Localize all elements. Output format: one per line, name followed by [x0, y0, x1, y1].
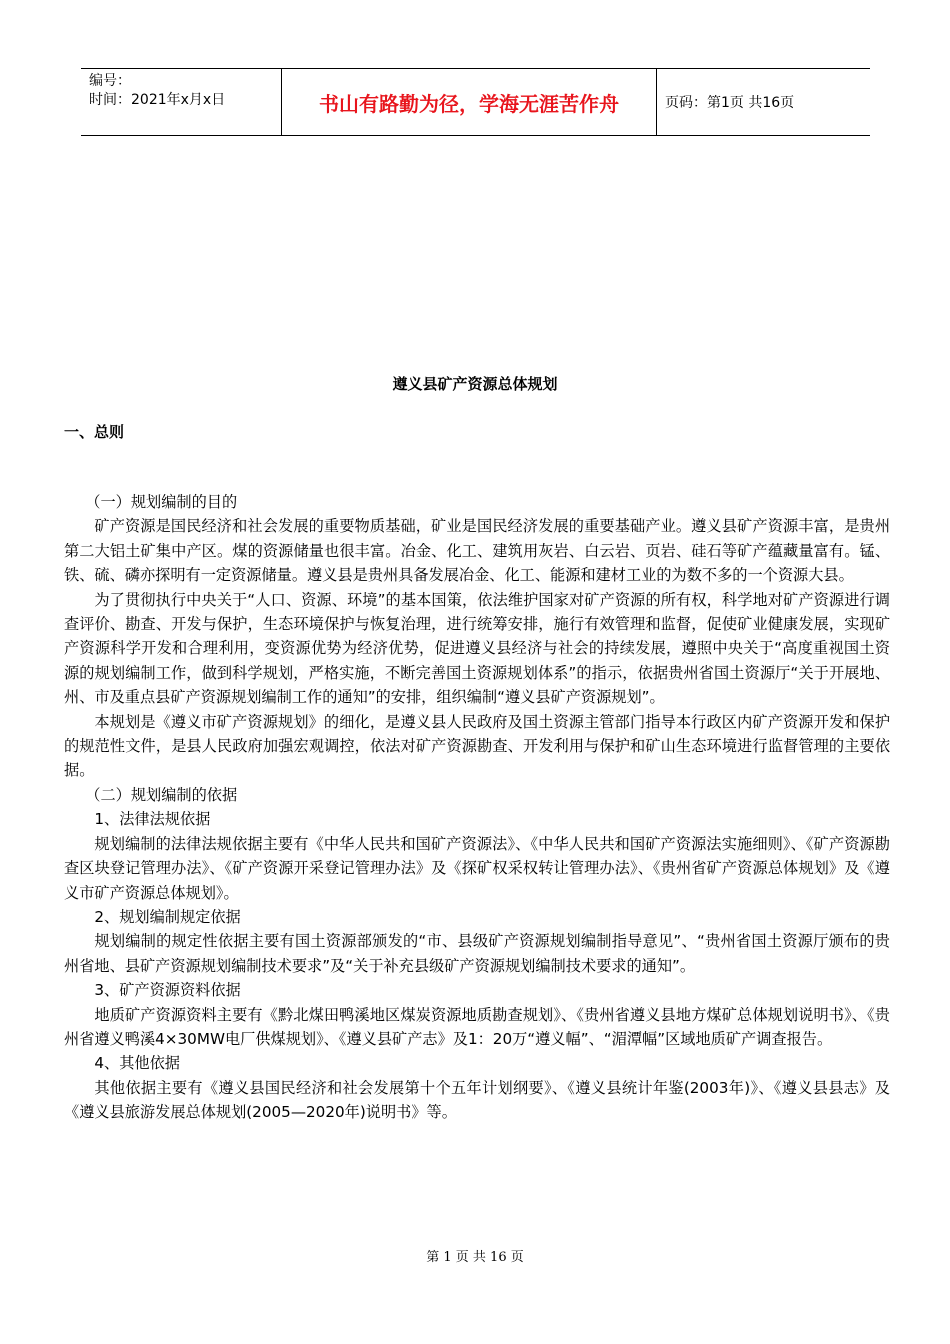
body-paragraph: 矿产资源是国民经济和社会发展的重要物质基础，矿业是国民经济发展的重要基础产业。遵义县矿产资源丰富，是贵州第二大铝土矿集中产区。煤的资源储量也很丰富。冶金、化工、建筑用灰岩、白云岩、页岩、硅石等矿产蕴藏量富有。锰、铁、硫、磷亦探明有一定资源储量。遵义县是贵州具备发展冶金、化工、能源和建材工业的为数不多的一个资源大县。	[64, 517, 890, 585]
subsection-heading: （一）规划编制的目的	[85, 493, 238, 511]
body-paragraph: 为了贯彻执行中央关于“人口、资源、环境”的基本国策，依法维护国家对矿产资源的所有权，科学地对矿产资源进行调查评价、勘查、开发与保护，生态环境保护与恢复治理，进行统筹安排，施行有效管理和监督，促使矿业健康发展，实现矿产资源科学开发和合理利用，变资源优势为经济优势，促进遵义县经济与社会的持续发展，遵照中央关于“高度重视国土资源的规划编制工作，做到科学规划，严格实施，不断完善国土资源规划体系”的指示，依据贵州省国土资源厅“关于开展地、州、市及重点县矿产资源规划编制工作的通知”的安排，组织编制“遵义县矿产资源规划”。	[64, 590, 890, 707]
header-motto: 书山有路勤为径，学海无涯苦作舟	[319, 92, 619, 116]
body-paragraph: 规划编制的法律法规依据主要有《中华人民共和国矿产资源法》、《中华人民共和国矿产资源法实施细则》、《矿产资源勘查区块登记管理办法》、《矿产资源开采登记管理办法》及《探矿权采权转让管理办法》、《贵州省矿产资源总体规划》及《遵义市矿产资源总体规划》。	[64, 834, 890, 902]
document-title: 遵义县矿产资源总体规划	[392, 375, 558, 393]
page-footer: 第 1 页 共 16 页	[426, 1250, 524, 1265]
serial-number-label: 编号：	[89, 73, 131, 89]
body-paragraph: 地质矿产资源资料主要有《黔北煤田鸭溪地区煤炭资源地质勘查规划》、《贵州省遵义县地方煤矿总体规划说明书》、《贵州省遵义鸭溪4×30MW电厂供煤规划》、《遵义县矿产志》及1：20万“遵义幅”、“湄潭幅”区域地质矿产调查报告。	[64, 1005, 890, 1048]
section-heading: 一、总则	[64, 423, 125, 441]
item-heading: 4、其他依据	[94, 1054, 180, 1073]
header-page-info: 页码：第1页 共16页	[665, 95, 795, 111]
header-divider	[656, 69, 657, 135]
page-header	[81, 68, 870, 136]
body-paragraph: 其他依据主要有《遵义县国民经济和社会发展第十个五年计划纲要》、《遵义县统计年鉴(2003年)》、《遵义县县志》及《遵义县旅游发展总体规划(2005—2020年)说明书》等。	[64, 1078, 890, 1122]
subsection-heading: （二）规划编制的依据	[85, 785, 238, 804]
date-line: 时间：2021年x月x日	[89, 92, 226, 108]
item-heading: 3、矿产资源资料依据	[94, 981, 241, 1000]
item-heading: 1、法律法规依据	[94, 810, 211, 829]
header-meta	[89, 72, 277, 110]
body-paragraph: 本规划是《遵义市矿产资源规划》的细化，是遵义县人民政府及国土资源主管部门指导本行政区内矿产资源开发和保护的规范性文件，是县人民政府加强宏观调控，依法对矿产资源勘查、开发利用与保护和矿山生态环境进行监督管理的主要依据。	[64, 712, 890, 780]
item-heading: 2、规划编制规定依据	[94, 907, 241, 926]
document-body	[64, 490, 890, 1125]
body-paragraph: 规划编制的规定性依据主要有国土资源部颁发的“市、县级矿产资源规划编制指导意见”、“贵州省国土资源厅颁布的贵州省地、县矿产资源规划编制技术要求”及“关于补充县级矿产资源规划编制技术要求的通知”。	[64, 932, 890, 975]
